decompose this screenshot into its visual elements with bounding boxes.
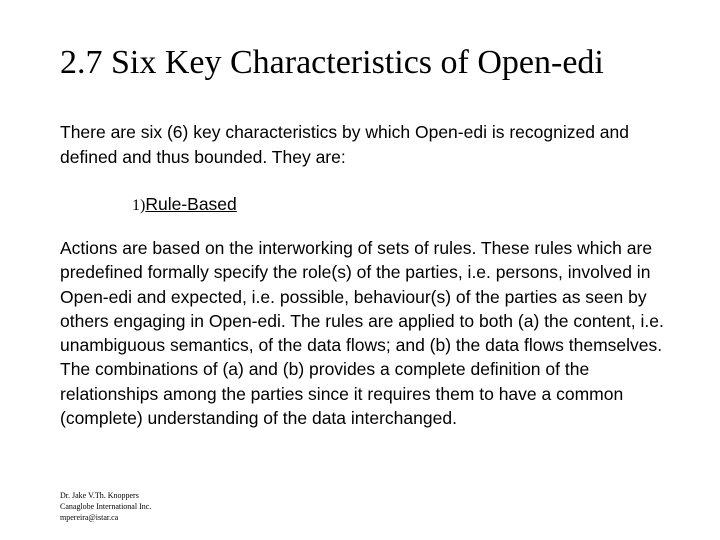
slide-title: 2.7 Six Key Characteristics of Open-edi xyxy=(60,44,604,81)
subheading-number: 1) xyxy=(132,197,146,214)
subheading-label: Rule-Based xyxy=(145,194,237,214)
footer-email: mpereira@istar.ca xyxy=(60,513,119,522)
footer-author-name: Dr. Jake V.Th. Knoppers xyxy=(60,491,139,500)
intro-paragraph: There are six (6) key characteristics by which Open-edi is recognized and defined and thus bounded. They are: xyxy=(60,122,629,167)
subheading-rule-based xyxy=(132,192,237,218)
footer-organization: Canaglobe International Inc. xyxy=(60,502,152,511)
body-paragraph: Actions are based on the interworking of sets of rules. These rules which are predefined formally specify the role(s) of the parties, i.e. persons, involved in Open-edi and expected, i.e. possible, behaviour(s) of the parties as seen by others engaging in Open-edi. The rules are applied to both (a) the content, i.e. unambiguous semantics, of the data flows; and (b) the data flows themselves. The combinations of (a) and (b) provides a complete definition of the relationships among the parties since it requires them to have a common (complete) understanding of the data interchanged. xyxy=(60,238,664,429)
author-footer xyxy=(60,490,151,523)
